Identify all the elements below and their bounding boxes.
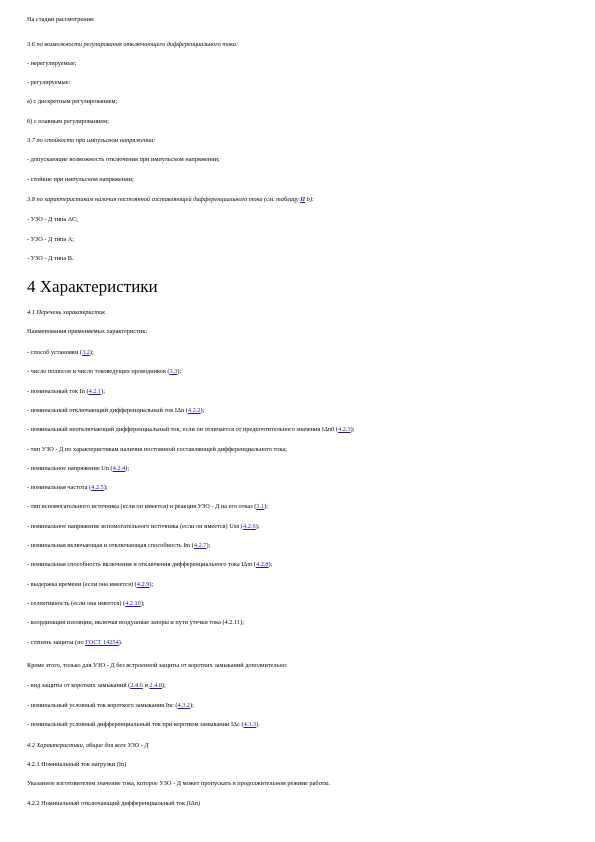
list-item <box>27 368 181 376</box>
list-item <box>27 349 94 357</box>
text-segment: и <box>142 682 150 689</box>
text-segment: - номинальный отключающий дифференциальный ток IΔn ( <box>27 406 188 414</box>
list-item <box>27 682 166 690</box>
section-link[interactable]: 2.4.8 <box>149 682 163 689</box>
list-item: - нерегулируемые; <box>27 60 77 67</box>
list-item <box>27 503 268 511</box>
list-item: - УЗО - Д типа В. <box>27 255 74 262</box>
list-item: - допускающие возможность отключения при импульсном напряжении; <box>27 156 220 163</box>
text-line: Указанное изготовителем значение тока, которое УЗО - Д может пропускать в продолжительном режиме работы. <box>27 780 331 787</box>
section-link[interactable]: 4.2.7 <box>193 542 207 549</box>
text-segment: ); <box>206 542 211 549</box>
list-item <box>27 523 259 531</box>
text-segment: b): <box>305 196 315 203</box>
text-segment: - тип вспомогательного источника (если он имеется) и реакция УЗО - Д на его отказ ( <box>27 503 257 511</box>
list-item: - стойкие при импульсном напряжении; <box>27 176 134 183</box>
list-item <box>27 581 153 589</box>
text-segment: ); <box>350 426 355 434</box>
section-link[interactable]: 4.2.9 <box>136 580 150 588</box>
list-item <box>27 721 260 729</box>
list-item <box>27 702 194 710</box>
section-link[interactable]: 4.2.6 <box>243 522 256 530</box>
text-segment: 3.8 по характеристикам наличия постоянной составляющей дифференциального тока (см. таблицу <box>27 196 301 203</box>
text-segment: - номинальное напряжение Un ( <box>27 464 113 472</box>
list-item <box>27 600 145 608</box>
list-item <box>27 484 108 492</box>
text-line: Кроме этого, только для УЗО - Д без встроенной защиты от коротких замыканий дополнительно: <box>27 662 288 669</box>
text-line: 4.2.1 Номинальный ток нагрузки (In) <box>27 761 127 768</box>
text-segment: ); <box>101 387 106 395</box>
text-segment: ); <box>140 599 145 607</box>
text-segment: - тип УЗО - Д по характеристикам наличия постоянной составляющей дифференциального тока; <box>27 445 287 453</box>
text-segment: ); <box>190 701 194 709</box>
list-item: - УЗО - Д типа А; <box>27 236 75 243</box>
list-item: б) с плавным регулированием; <box>27 118 109 125</box>
text-line: На стадии рассмотрения: <box>27 16 95 23</box>
list-item <box>27 619 244 627</box>
text-segment: ). <box>256 721 260 728</box>
text-segment: - номинальная способность включения и отключения дифференциального тока IΔm ( <box>27 561 256 569</box>
text-segment: ); <box>103 484 108 492</box>
list-item: а) с дискретным регулированием; <box>27 98 118 105</box>
section-link[interactable]: 4.2.8 <box>255 561 269 569</box>
section-link[interactable]: 4.2.3 <box>338 426 351 434</box>
text-segment: ); <box>89 349 94 356</box>
text-segment: - номинальная частота ( <box>27 484 92 492</box>
text-segment: ); <box>125 464 130 472</box>
section-link[interactable]: 3.3 <box>169 368 178 376</box>
list-item <box>27 388 105 396</box>
text-segment: - номинальный условный дифференциальный ток при коротком замыкании IΔc ( <box>27 721 244 728</box>
text-segment: ); <box>149 580 154 588</box>
list-item <box>27 446 287 454</box>
section-link[interactable]: 2.4.6 <box>130 682 143 689</box>
text-segment: ); <box>255 522 260 530</box>
text-segment: ); <box>177 368 182 376</box>
section-link[interactable]: 4.2.5 <box>91 484 104 492</box>
section-link[interactable]: 4.2.10 <box>125 599 141 607</box>
text-segment: ); <box>162 682 166 689</box>
text-line: Наименования применяемых характеристик: <box>27 328 148 335</box>
section-link[interactable]: 3.2 <box>82 349 90 356</box>
section-link[interactable]: 4.2.1 <box>88 387 102 395</box>
text-segment: ); <box>264 503 269 511</box>
text-segment: - вид защиты от коротких замыканий ( <box>27 682 131 689</box>
text-segment: - выдержка времени (если она имеется) ( <box>27 580 137 588</box>
text-segment: - координация изоляции, включая воздушные зазоры и пути утечки тока (4.2.11); <box>27 619 244 627</box>
section-3-8-title <box>27 196 314 204</box>
section-link[interactable]: 4.3.3 <box>243 721 257 728</box>
text-segment: - номинальное напряжение вспомогательного источника (если он имеется) Usn ( <box>27 522 244 530</box>
list-item <box>27 542 210 550</box>
text-segment: - номинальный условный ток короткого замыкания Inc ( <box>27 701 178 709</box>
text-segment: - число полюсов и число токоведущих проводников ( <box>27 368 170 376</box>
list-item: - регулируемые: <box>27 79 71 86</box>
text-segment: - степень защиты (по <box>27 638 86 646</box>
text-segment: - номинальный ток In ( <box>27 387 89 395</box>
list-item: - УЗО - Д типа АС; <box>27 216 78 223</box>
section-link[interactable]: 3.1 <box>256 503 265 511</box>
section-heading: 4 Характеристики <box>27 277 158 296</box>
text-segment: - номинальная включающая и отключающая способность Im ( <box>27 542 194 549</box>
section-3-7-title: 3.7 по стойкости при импульсном напряжении: <box>27 137 156 144</box>
list-item <box>27 465 129 473</box>
text-segment: ); <box>268 561 273 569</box>
section-4-1-title: 4.1 Перечень характеристик <box>27 309 106 316</box>
list-item <box>27 407 204 415</box>
section-link[interactable]: 4.2.2 <box>187 406 201 414</box>
section-3-6-title: 3.6 по возможности регулирования отключающего дифференциального тока: <box>27 41 239 48</box>
section-link[interactable]: 4.2.4 <box>112 464 126 472</box>
text-line: 4.2.2 Номинальный отключающий дифференциальный ток (IΔn) <box>27 800 201 807</box>
list-item <box>27 639 122 647</box>
section-link[interactable]: 4.3.2 <box>177 701 191 709</box>
text-segment: - селективность (если она имеется) ( <box>27 599 126 607</box>
list-item <box>27 426 354 434</box>
section-link[interactable]: ГОСТ 14254 <box>85 638 119 646</box>
text-segment: ). <box>118 638 123 646</box>
list-item <box>27 561 272 569</box>
text-segment: - номинальный неотключающий дифференциальный ток, если он отличается от предпочтительного значения IΔn0 ( <box>27 426 338 434</box>
table-link[interactable]: II <box>300 196 306 203</box>
text-segment: - способ установки ( <box>27 349 83 356</box>
section-4-2-title: 4.2 Характеристики, общие для всех УЗО - Д <box>27 742 149 749</box>
text-segment: ); <box>200 406 205 414</box>
